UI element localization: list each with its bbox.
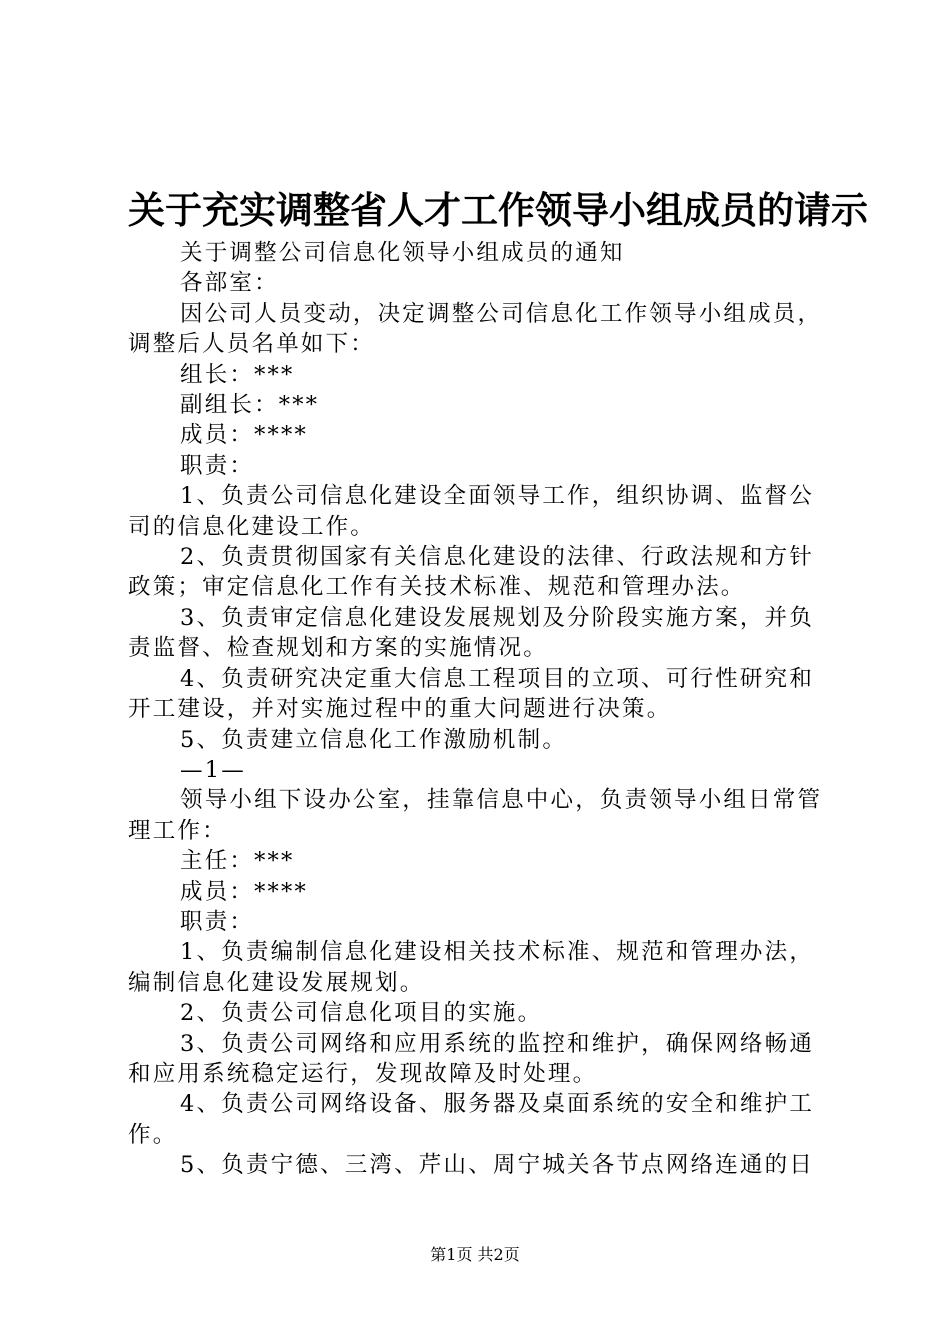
- paragraph-deputy-leader: 副组长：***: [180, 392, 320, 419]
- paragraph-director: 主任：***: [180, 848, 295, 875]
- paragraph-duty-4: 4、负责研究决定重大信息工程项目的立项、可行性研究和开工建设，并对实施过程中的重大问题进行决策。: [128, 665, 815, 723]
- paragraph-duty-3: 3、负责审定信息化建设发展规划及分阶段实施方案，并负责监督、检查规划和方案的实施情况。: [128, 604, 815, 662]
- paragraph-office-intro: 领导小组下设办公室，挂靠信息中心，负责领导小组日常管理工作：: [128, 787, 823, 844]
- paragraph-office-members: 成员：****: [180, 878, 308, 905]
- paragraph-intro: 因公司人员变动，决定调整公司信息化工作领导小组成员，调整后人员名单如下：: [128, 300, 823, 358]
- paragraph-office-duty-1: 1、负责编制信息化建设相关技术标准、规范和管理办法，编制信息化建设发展规划。: [128, 939, 815, 996]
- page-footer: 第1页 共2页: [430, 1245, 520, 1264]
- paragraph-duty-2: 2、负责贯彻国家有关信息化建设的法律、行政法规和方针政策；审定信息化工作有关技术标准、规范和管理办法。: [128, 544, 815, 601]
- paragraph-salutation: 各部室：: [180, 270, 279, 297]
- paragraph-notice-title: 关于调整公司信息化领导小组成员的通知: [180, 240, 625, 266]
- paragraph-office-duty-2: 2、负责公司信息化项目的实施。: [180, 1000, 543, 1027]
- paragraph-office-duties-heading: 职责：: [180, 908, 255, 935]
- page-marker: —1—: [180, 756, 246, 783]
- paragraph-office-duty-5: 5、负责宁德、三湾、芹山、周宁城关各节点网络连通的日: [180, 1152, 815, 1179]
- document-title: 关于充实调整省人才工作领导小组成员的请示: [128, 188, 868, 232]
- paragraph-members: 成员：****: [180, 422, 308, 449]
- paragraph-duties-heading: 职责：: [180, 452, 255, 479]
- paragraph-duty-5: 5、负责建立信息化工作激励机制。: [180, 726, 568, 753]
- paragraph-office-duty-4: 4、负责公司网络设备、服务器及桌面系统的安全和维护工作。: [128, 1091, 815, 1148]
- paragraph-leader: 组长：***: [180, 361, 295, 388]
- paragraph-office-duty-3: 3、负责公司网络和应用系统的监控和维护，确保网络畅通和应用系统稳定运行，发现故障及时处理。: [128, 1030, 815, 1087]
- document-body: [128, 238, 828, 1181]
- paragraph-duty-1: 1、负责公司信息化建设全面领导工作，组织协调、监督公司的信息化建设工作。: [128, 483, 815, 540]
